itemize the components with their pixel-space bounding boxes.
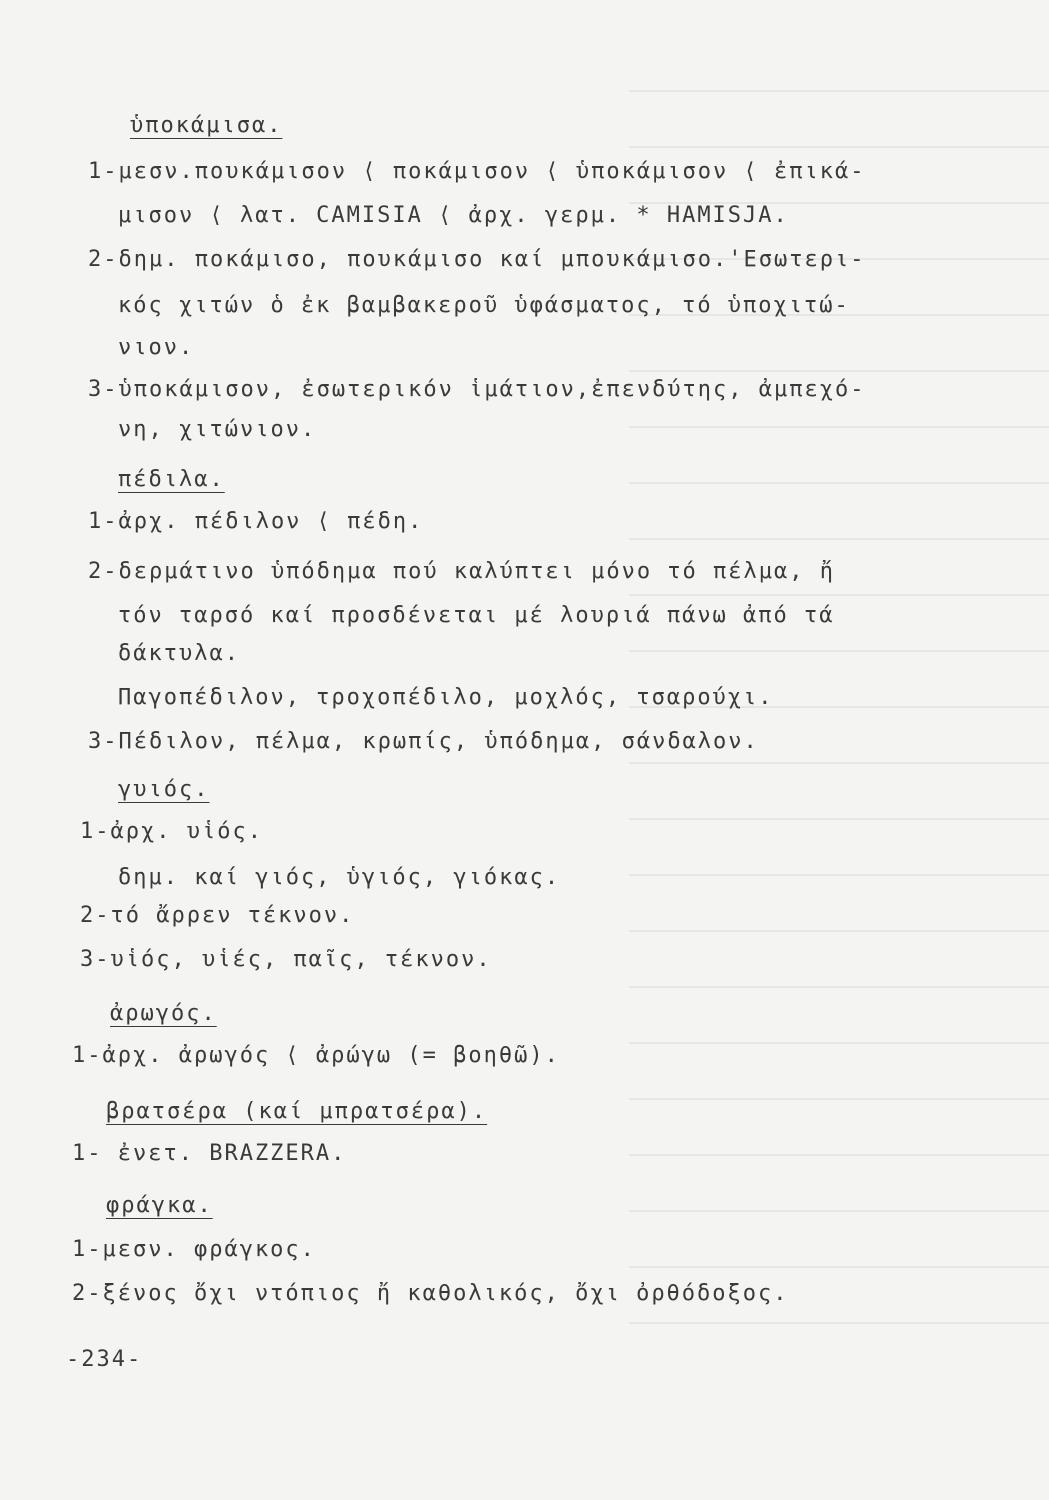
entry-line: 1-ἀρχ. πέδιλον ⟨ πέδη. bbox=[88, 509, 424, 534]
entry-line: νιον. bbox=[118, 335, 195, 360]
page-number: -234- bbox=[66, 1347, 143, 1372]
entry-line: κός χιτών ὁ ἐκ βαμβακεροῦ ὑφάσματος, τό ὑποχιτώ- bbox=[118, 293, 850, 318]
entry-heading: βρατσέρα (καί μπρατσέρα). bbox=[106, 1099, 488, 1124]
entry-heading: ἀρωγός. bbox=[110, 1001, 217, 1026]
entry-line: 2-δημ. ποκάμισο, πουκάμισο καί μπουκάμισο.'Εσωτερι- bbox=[88, 247, 866, 272]
entry-line: 1-ἀρχ. υἱός. bbox=[80, 819, 263, 844]
entry-line: 3-υἱός, υἱές, παῖς, τέκνον. bbox=[80, 947, 492, 972]
entry-heading: πέδιλα. bbox=[118, 467, 225, 492]
entry-line: μισον ⟨ λατ. CAMISIA ⟨ ἀρχ. γερμ. * HAMISJA. bbox=[118, 203, 789, 228]
entry-line: 2-δερμάτινο ὑπόδημα πού καλύπτει μόνο τό πέλμα, ἤ bbox=[88, 559, 836, 584]
entry-line: 1-μεσν.πουκάμισον ⟨ ποκάμισον ⟨ ὑποκάμισον ⟨ ἐπικά- bbox=[88, 159, 866, 184]
entry-line: 3-Πέδιλον, πέλμα, κρωπίς, ὑπόδημα, σάνδαλον. bbox=[88, 729, 759, 754]
entry-line: Παγοπέδιλον, τροχοπέδιλο, μοχλός, τσαρούχι. bbox=[118, 685, 774, 710]
entry-line: 2-τό ἄρρεν τέκνον. bbox=[80, 903, 355, 928]
entry-line: νη, χιτώνιον. bbox=[118, 417, 317, 442]
entry-heading: φράγκα. bbox=[106, 1193, 213, 1218]
entry-line: 3-ὑποκάμισον, ἐσωτερικόν ἱμάτιον,ἐπενδύτης, ἀμπεχό- bbox=[88, 377, 866, 402]
entry-heading: ὑποκάμισα. bbox=[130, 113, 283, 138]
entry-heading: γυιός. bbox=[118, 777, 210, 802]
entry-line: 1-μεσν. φράγκος. bbox=[72, 1237, 316, 1262]
entry-line: δάκτυλα. bbox=[118, 641, 240, 666]
entry-line: 2-ξένος ὄχι ντόπιος ἤ καθολικός, ὄχι ὀρθόδοξος. bbox=[72, 1281, 789, 1306]
entry-line: 1- ἐνετ. BRAZZERA. bbox=[72, 1141, 347, 1166]
entry-line: δημ. καί γιός, ὑγιός, γιόκας. bbox=[118, 865, 561, 890]
entry-line: 1-ἀρχ. ἀρωγός ⟨ ἀρώγω (= βοηθῶ). bbox=[72, 1043, 560, 1068]
entry-line: τόν ταρσό καί προσδένεται μέ λουριά πάνω ἀπό τά bbox=[118, 603, 835, 628]
